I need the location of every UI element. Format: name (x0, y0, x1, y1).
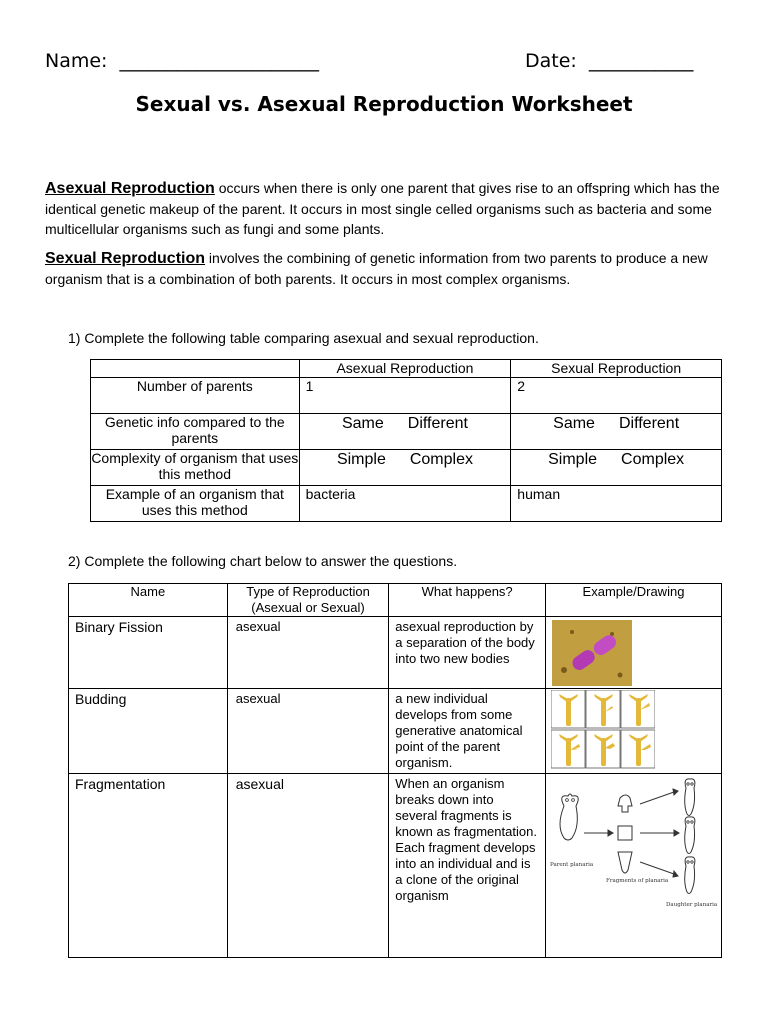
row-label: Complexity of organism that uses this method (91, 450, 300, 486)
asexual-definition-text: occurs when there is only one parent that gives rise to an offspring which has the identical genetic makeup of the parent. It occurs in most single celled organisms such as bacteria and some multicellular organisms such as fungi and some plants. (45, 180, 720, 237)
table-row (91, 378, 722, 414)
date-field-label: Date: ___________ (525, 50, 694, 72)
sexual-answer[interactable]: human (511, 486, 722, 522)
option-simple[interactable]: Simple (336, 451, 386, 468)
table-header-cell: Asexual Reproduction (299, 360, 511, 378)
option-same[interactable]: Same (341, 415, 384, 432)
daughter-planaria-label: Daughter planaria (665, 902, 718, 908)
asexual-options (299, 450, 511, 486)
method-name: Budding (69, 689, 228, 774)
comparison-table (90, 359, 722, 522)
sexual-definition-text: involves the combining of genetic information from two parents to produce a new organism that is a combination of both parents. It occurs in most complex organisms. (45, 250, 708, 287)
asexual-answer[interactable]: bacteria (299, 486, 511, 522)
sexual-answer[interactable]: 2 (511, 378, 722, 414)
what-happens-answer[interactable]: asexual reproduction by a separation of the body into two new bodies (389, 617, 546, 689)
what-happens-answer[interactable]: a new individual develops from some generative anatomical point of the parent organism. (389, 689, 546, 774)
table-row (91, 450, 722, 486)
asexual-answer[interactable]: 1 (299, 378, 511, 414)
row-label: Number of parents (91, 378, 300, 414)
option-complex[interactable]: Complex (409, 451, 473, 468)
option-same[interactable]: Same (553, 415, 595, 432)
table-header-row (91, 360, 722, 378)
table-row (91, 486, 722, 522)
type-answer[interactable]: asexual (227, 617, 389, 689)
what-happens-answer[interactable]: When an organism breaks down into several fragments is known as fragmentation. Each fragment develops into an individual and is a clone of the original organism (389, 774, 546, 958)
sexual-definition (45, 248, 735, 289)
page-title: Sexual vs. Asexual Reproduction Worksheet (135, 92, 633, 116)
sexual-options (511, 450, 722, 486)
planaria-fragmentation-diagram (548, 774, 720, 910)
table-row (69, 689, 722, 774)
option-different[interactable]: Different (407, 415, 468, 432)
option-simple[interactable]: Simple (548, 451, 598, 468)
table-header-cell: Sexual Reproduction (511, 360, 722, 378)
chart-header-cell: What happens? (389, 584, 546, 617)
name-field-label: Name: _____________________ (45, 50, 320, 72)
method-name: Fragmentation (69, 774, 228, 958)
sexual-options (511, 414, 722, 450)
row-label: Genetic info compared to the parents (91, 414, 300, 450)
table-row (69, 617, 722, 689)
binary-fission-image (552, 620, 632, 686)
chart-header-cell: Example/Drawing (545, 584, 721, 617)
example-drawing-cell (545, 689, 721, 774)
budding-hydra-image (551, 690, 655, 770)
type-answer[interactable]: asexual (227, 774, 389, 958)
chart-header-cell: Name (69, 584, 228, 617)
asexual-definition (45, 178, 735, 239)
question-1-prompt: 1) Complete the following table comparing asexual and sexual reproduction. (68, 330, 539, 346)
chart-header-row (69, 584, 722, 617)
asexual-term: Asexual Reproduction (45, 180, 215, 197)
table-row (91, 414, 722, 450)
table-header-cell (91, 360, 300, 378)
fragments-label: Fragments of planaria (605, 878, 669, 884)
question-2-prompt: 2) Complete the following chart below to answer the questions. (68, 553, 458, 569)
parent-planaria-label: Parent planaria (549, 862, 594, 868)
row-label: Example of an organism that uses this method (91, 486, 300, 522)
chart-header-cell: Type of Reproduction (Asexual or Sexual) (227, 584, 389, 617)
table-row (69, 774, 722, 958)
option-different[interactable]: Different (618, 415, 680, 432)
sexual-term: Sexual Reproduction (45, 250, 206, 267)
method-name: Binary Fission (69, 617, 228, 689)
reproduction-chart (68, 583, 722, 958)
option-complex[interactable]: Complex (621, 451, 685, 468)
type-answer[interactable]: asexual (227, 689, 389, 774)
asexual-options (299, 414, 511, 450)
example-drawing-cell (545, 617, 721, 689)
example-drawing-cell (545, 774, 721, 958)
